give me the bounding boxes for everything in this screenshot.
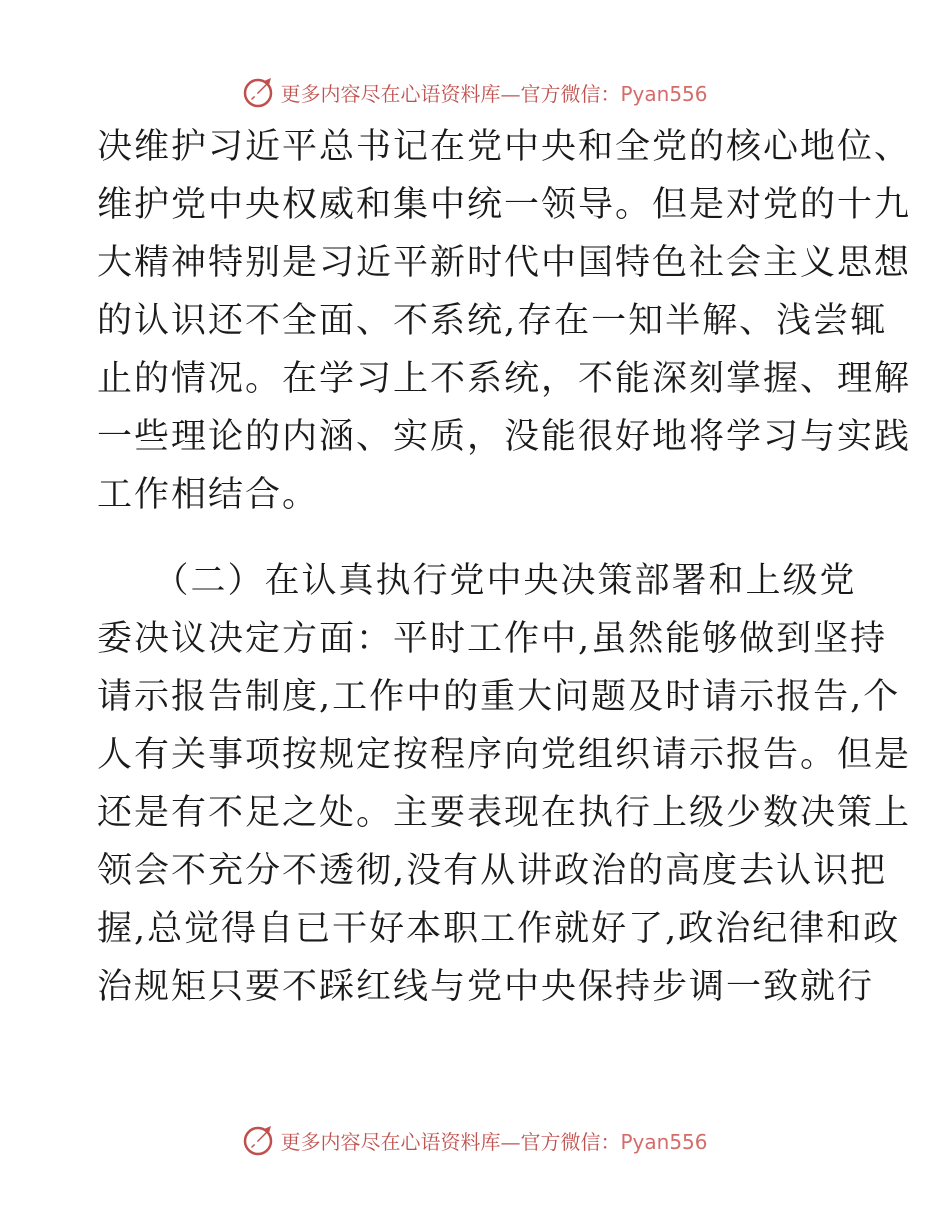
text-line: 握,总觉得自已干好本职工作就好了,政治纪律和政 xyxy=(97,909,901,949)
text-line: 人有关事项按规定按程序向党组织请示报告。但是 xyxy=(97,735,912,775)
pen-nib-logo-icon xyxy=(242,75,276,109)
text-line: 还是有不足之处。主要表现在执行上级少数决策上 xyxy=(97,793,912,833)
paragraph xyxy=(97,118,912,524)
text-line: 的认识还不全面、不系统,存在一知半解、浅尝辄 xyxy=(97,301,888,341)
text-line: 维护党中央权威和集中统一领导。但是对党的十九 xyxy=(97,185,912,225)
text-line: 领会不充分不透彻,没有从讲政治的高度去认识把 xyxy=(97,851,888,891)
watermark-label: 更多内容尽在心语资料库—官方微信： xyxy=(280,81,621,106)
text-line: 一些理论的内涵、实质，没能很好地将学习与实践 xyxy=(97,417,912,457)
watermark-text xyxy=(280,78,707,107)
text-line: （二）在认真执行党中央决策部署和上级党 xyxy=(97,561,857,601)
text-line: 治规矩只要不踩红线与党中央保持步调一致就行 xyxy=(97,967,875,1007)
paragraph-gap xyxy=(97,524,857,552)
paragraph xyxy=(97,552,912,1016)
text-line: 止的情况。在学习上不系统，不能深刻掌握、理解 xyxy=(97,359,912,399)
text-line: 请示报告制度,工作中的重大问题及时请示报告,个 xyxy=(97,677,901,717)
watermark-wechat-id: Pyan556 xyxy=(620,81,708,106)
text-line: 工作相结合。 xyxy=(97,475,320,515)
watermark-label: 更多内容尽在心语资料库—官方微信： xyxy=(280,1129,621,1154)
document-body xyxy=(97,118,912,1016)
header-watermark xyxy=(0,72,950,112)
text-line: 决维护习近平总书记在党中央和全党的核心地位、 xyxy=(97,127,912,167)
watermark-wechat-id: Pyan556 xyxy=(620,1129,708,1154)
text-line: 大精神特别是习近平新时代中国特色社会主义思想 xyxy=(97,243,912,283)
watermark-text xyxy=(280,1126,707,1155)
text-line: 委决议决定方面：平时工作中,虽然能够做到坚持 xyxy=(97,619,888,659)
footer-watermark xyxy=(0,1120,950,1160)
pen-nib-logo-icon xyxy=(242,1123,276,1157)
